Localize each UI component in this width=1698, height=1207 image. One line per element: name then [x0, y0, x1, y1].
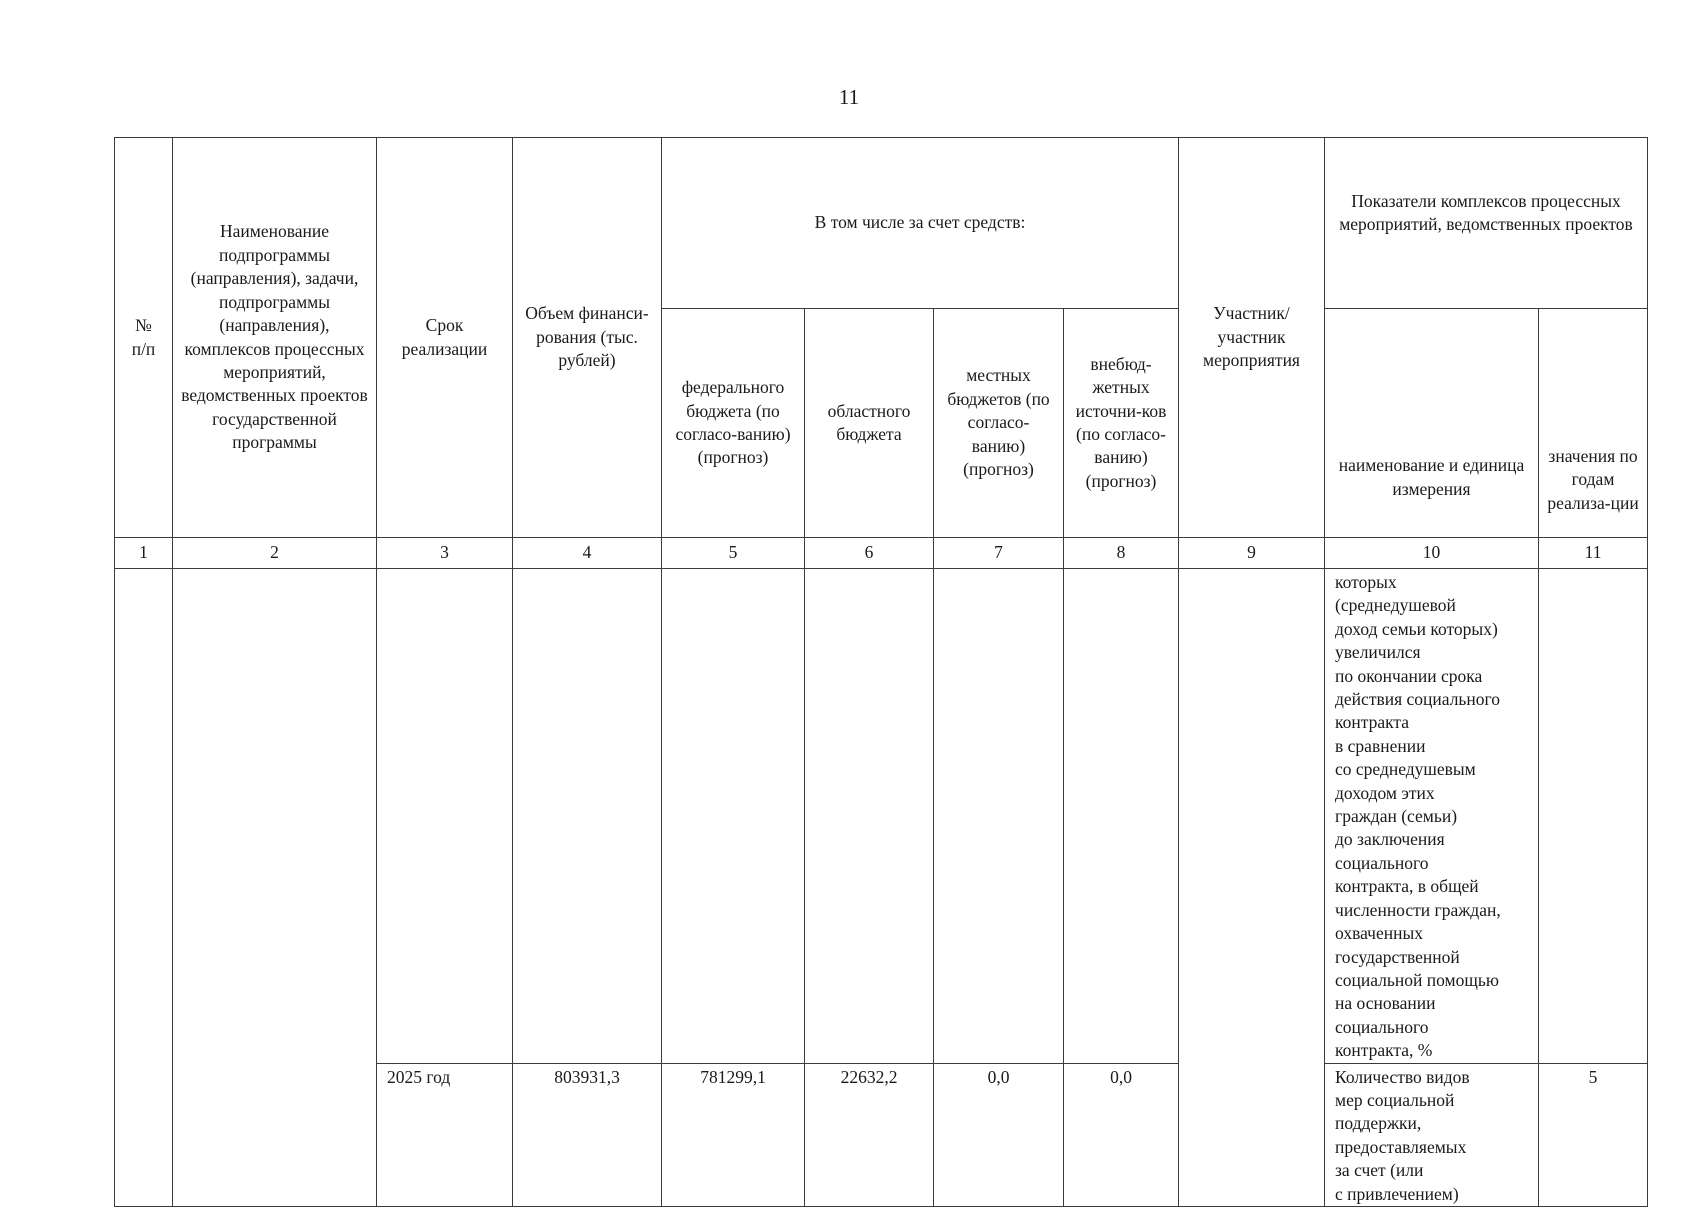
cell-indicator-value: 5	[1539, 1063, 1648, 1206]
column-number-2: 2	[173, 538, 377, 569]
column-number-1: 1	[115, 538, 173, 569]
cell-total-empty	[513, 569, 662, 1064]
column-number-5: 5	[662, 538, 805, 569]
cell-program-name	[173, 569, 377, 1207]
cell-indicator-value-empty	[1539, 569, 1648, 1064]
cell-period-empty	[377, 569, 513, 1064]
header-col9: Участник/ участник мероприятия	[1179, 138, 1325, 538]
cell-local: 0,0	[934, 1063, 1064, 1206]
header-col11: значения по годам реализа-ции	[1539, 309, 1648, 538]
column-number-10: 10	[1325, 538, 1539, 569]
page-number: 11	[838, 85, 860, 109]
header-col2: Наименование подпрограммы (направления), задачи, подпрограммы (направления), комплексов процессных мероприятий, ведомственных проектов государственной программы	[173, 138, 377, 538]
header-col4: Объем финанси-рования (тыс. рублей)	[513, 138, 662, 538]
table-row	[115, 569, 1648, 1064]
cell-total: 803931,3	[513, 1063, 662, 1206]
header-col1: № п/п	[115, 138, 173, 538]
column-number-8: 8	[1064, 538, 1179, 569]
header-indicators-group	[1325, 138, 1648, 309]
cell-indicator-name: которых (среднедушевой доход семьи которых) увеличился по окончании срока действия социального контракта в сравнении со среднедушевым доходом этих граждан (семьи) до заключения социального контракта, в общей численности граждан, охваченных государственной социальной помощью на основании социального контракта, %	[1325, 569, 1539, 1064]
column-number-6: 6	[805, 538, 934, 569]
header-funding-group: В том числе за счет средств:	[662, 138, 1179, 309]
cell-extrabudgetary-empty	[1064, 569, 1179, 1064]
cell-row-number	[115, 569, 173, 1207]
cell-extrabudgetary: 0,0	[1064, 1063, 1179, 1206]
cell-federal: 781299,1	[662, 1063, 805, 1206]
column-number-3: 3	[377, 538, 513, 569]
cell-regional-empty	[805, 569, 934, 1064]
column-number-4: 4	[513, 538, 662, 569]
program-table	[114, 137, 1648, 1207]
header-col10: наименование и единица измерения	[1325, 309, 1539, 538]
header-col3: Срок реализации	[377, 138, 513, 538]
header-col6: областного бюджета	[805, 309, 934, 538]
header-indicators-group-text: Показатели комплексов процессных мероприятий, ведомственных проектов	[1339, 190, 1633, 234]
cell-period: 2025 год	[377, 1063, 513, 1206]
cell-local-empty	[934, 569, 1064, 1064]
cell-indicator-name-2: Количество видов мер социальной поддержки, предоставляемых за счет (или с привлечением)	[1325, 1063, 1539, 1206]
column-number-11: 11	[1539, 538, 1648, 569]
header-row-1	[115, 138, 1648, 309]
column-number-row	[115, 538, 1648, 569]
cell-participant	[1179, 569, 1325, 1207]
cell-regional: 22632,2	[805, 1063, 934, 1206]
column-number-9: 9	[1179, 538, 1325, 569]
cell-federal-empty	[662, 569, 805, 1064]
header-col8: внебюд-жетных источни-ков (по согласо-ванию) (прогноз)	[1064, 309, 1179, 538]
header-col5: федерального бюджета (по согласо-ванию) (прогноз)	[662, 309, 805, 538]
header-col7: местных бюджетов (по согласо-ванию) (прогноз)	[934, 309, 1064, 538]
column-number-7: 7	[934, 538, 1064, 569]
